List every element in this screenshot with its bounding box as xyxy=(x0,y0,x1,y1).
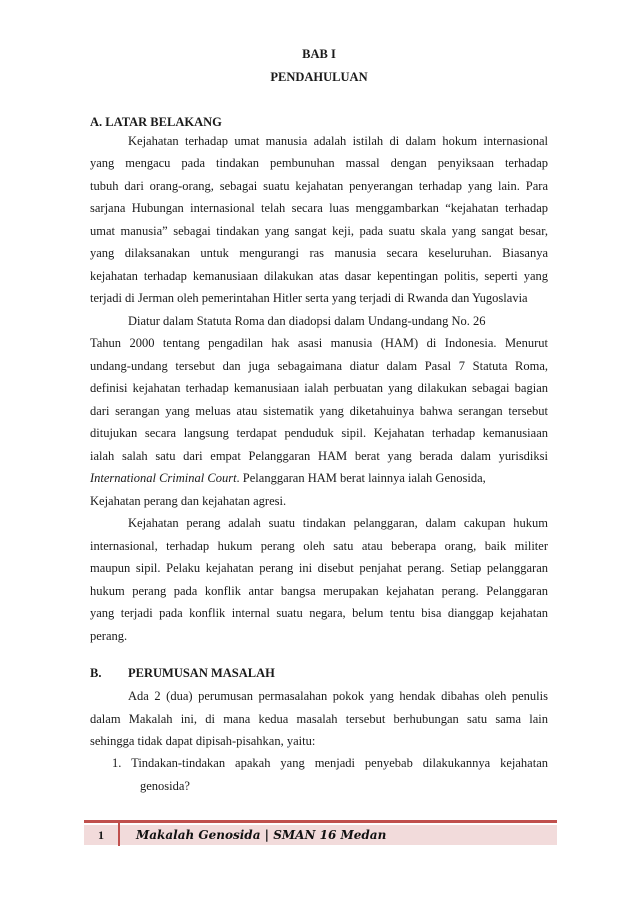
page-number: 1 xyxy=(84,825,118,845)
paragraph-line: terjadi di Jerman oleh pemerintahan Hitler serta yang terjadi di Rwanda dan Yugoslavia xyxy=(90,291,528,305)
paragraph-line: definisi kejahatan terhadap kemanusiaan ialah perbuatan yang dilakukan sebagai bagian xyxy=(90,381,548,395)
paragraph-line: Kejahatan perang dan kejahatan agresi. xyxy=(90,494,287,508)
paragraph-line: tubuh dari orang-orang, sebagai suatu kejahatan penyerangan terhadap yang lain. Para xyxy=(90,179,548,193)
page-footer xyxy=(84,820,557,846)
paragraph-line: Diatur dalam Statuta Roma dan diadopsi dalam Undang-undang No. 26 xyxy=(128,314,486,328)
paragraph-line: ialah salah satu dari empat Pelanggaran HAM berat yang berada dalam yurisdiksi xyxy=(90,449,548,463)
paragraph-line: Kejahatan terhadap umat manusia adalah istilah di dalam hokum internasional xyxy=(128,134,548,148)
section-b-letter: B. xyxy=(90,666,102,680)
paragraph-line: Tahun 2000 tentang pengadilan hak asasi manusia (HAM) di Indonesia. Menurut xyxy=(90,336,548,350)
paragraph-line: sehingga tidak dapat dipisah-pisahkan, yaitu: xyxy=(90,734,316,748)
paragraph-line: umat manusia” sebagai tindakan yang sangat keji, pada suatu skala yang sangat besar, xyxy=(90,224,548,238)
paragraph-line: yang terjadi pada konflik internal suatu negara, belum tentu bisa dianggap kejahatan xyxy=(90,606,548,620)
paragraph-line: internasional, terhadap hukum perang oleh satu atau beberapa orang, baik militer xyxy=(90,539,548,553)
chapter-title: PENDAHULUAN xyxy=(270,70,368,84)
paragraph-line: dalam Makalah ini, di mana kedua masalah tersebut berhubungan satu sama lain xyxy=(90,712,548,726)
paragraph-line: Ada 2 (dua) perumusan permasalahan pokok yang hendak dibahas oleh penulis xyxy=(128,689,548,703)
court-name: International Criminal Court xyxy=(90,471,237,485)
paragraph-line: dari serangan yang meluas atau sistematik yang diketahuinya bahwa serangan tersebut xyxy=(90,404,548,418)
paragraph-line: yang mengacu pada tindakan pembunuhan massal dengan penyiksaan terhadap xyxy=(90,156,548,170)
footer-rule xyxy=(84,820,557,823)
section-b-heading: PERUMUSAN MASALAH xyxy=(128,666,275,680)
footer-title: Makalah Genosida | SMAN 16 Medan xyxy=(136,828,387,842)
paragraph-line: yang dilaksanakan untuk mengurangi ras manusia secara keseluruhan. Biasanya xyxy=(90,246,548,260)
paragraph-line: maupun sipil. Pelaku kejahatan perang ini disebut penjahat perang. Setiap pelanggaran xyxy=(90,561,548,575)
list-item-1-continuation: genosida? xyxy=(140,779,190,793)
paragraph-line: ditujukan secara langsung terdapat penduduk sipil. Kejahatan terhadap kemanusiaan xyxy=(90,426,548,440)
footer-bar xyxy=(120,825,557,845)
paragraph-line-mixed xyxy=(90,471,548,486)
paragraph-line: undang-undang tersebut dan juga sebagaimana diatur dalam Pasal 7 Statuta Roma, xyxy=(90,359,548,373)
section-a-heading: A. LATAR BELAKANG xyxy=(90,115,222,129)
paragraph-line: perang. xyxy=(90,629,128,643)
court-sentence-tail: . Pelanggaran HAM berat lainnya ialah Genosida, xyxy=(236,471,486,485)
paragraph-line: hukum perang pada konflik antar bangsa merupakan kejahatan perang. Pelanggaran xyxy=(90,584,548,598)
paragraph-line: Kejahatan perang adalah suatu tindakan pelanggaran, dalam cakupan hukum xyxy=(128,516,548,530)
paragraph-line: sarjana Hubungan internasional telah secara luas menggambarkan “kejahatan terhadap xyxy=(90,201,548,215)
paragraph-line: kejahatan terhadap kemanusiaan dilakukan atas dasar kepentingan politis, seperti yang xyxy=(90,269,548,283)
chapter-number: BAB I xyxy=(302,47,336,61)
list-item-1: 1. Tindakan-tindakan apakah yang menjadi penyebab dilakukannya kejahatan xyxy=(112,756,548,770)
